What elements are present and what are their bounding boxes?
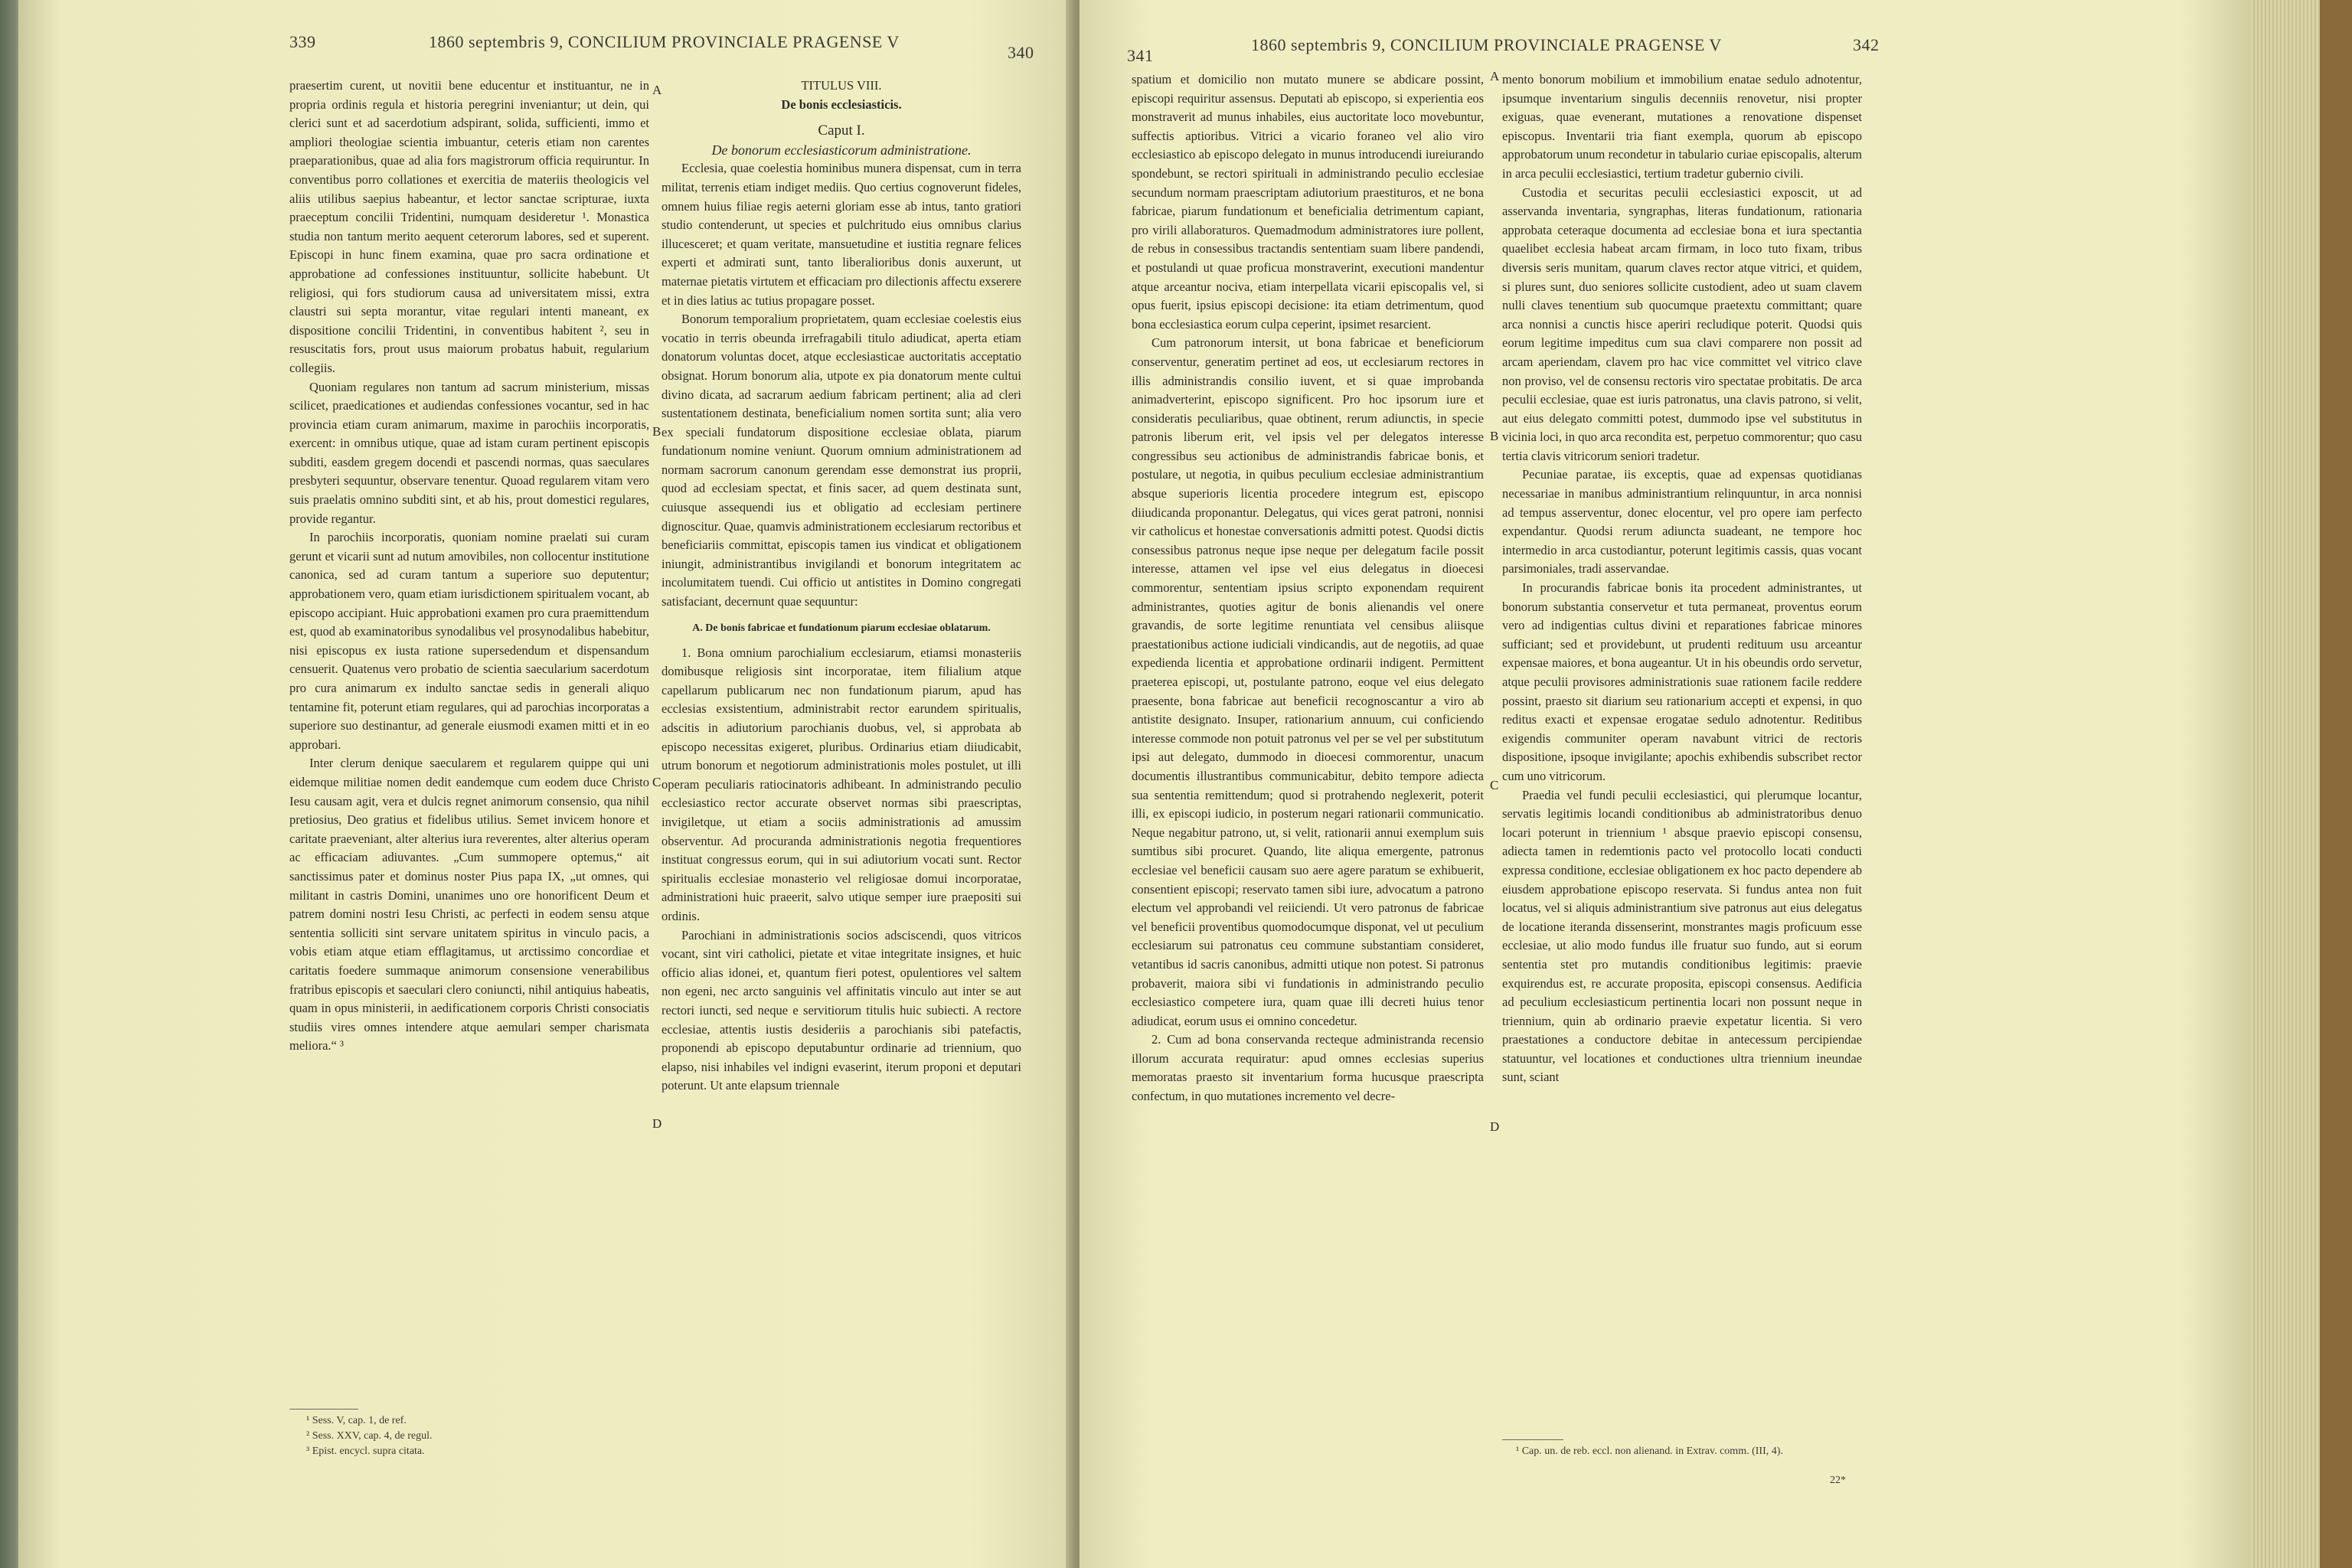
paragraph: Custodia et securitas peculii ecclesiastici exposcit, ut ad asservanda inventaria, syngraphas, literas fundationum, rationaria approbata ceteraque documenta ad ecclesiae bona et iura spectantia quaelibet ecclesia habeat arcam firmam, in loco tuto fixam, tribus diversis seris munitam, quarum claves rector atque vitrici, et quidem, si plures sunt, duo seniores sollicite custodient, adeo ut suam clavem nulli claves tenentium sub quocumque praetextu committant; quare arca nonnisi a cunctis hisce aperiri recludique poterit. Quodsi quis eorum legitime impeditus cum sua clavi comparere non possit ad arcam aperiendam, clavem pro hac vice committet vel vitrico clave non proviso, vel de consensu rectoris viro spectatae probitatis. De arca peculii ecclesiae, quae est iuris patronatus, una clavis patrono, si velit, aut eius delegato committi potest, dummodo ipse vel substitutus in vicinia loci, in quo arca recondita est, perpetuo commorentur; quo casu tertia clavis vitricorum seniori tradetur.	[1502, 185, 1862, 463]
page-number-340: 340	[1008, 43, 1034, 62]
paragraph: Bonorum temporalium proprietatem, quam ecclesiae coelestis eius vocatio in terris obeunda irrefragabili titulo adiudicat, aperta etiam donatorum voluntas docet, atque ecclesiasticae auctoritatis acceptatio obsignat. Horum bonorum alia, utpote ex pia donatorum mente cultui divino dicata, ad sacrarum aedium fabricam pertinent; alia ad cleri sustentationem destinata, beneficialium nomen sortita sunt; alia vero ex speciali fundatorum dispositione ecclesiae oblata, piarum fundationum nomine veniunt. Quorum omnium administrationem ad normam sacrorum canonum gerendam esse demonstrat ius proprii, quod ad ecclesiam spectat, et finis sacer, ad quem destinata sunt, cuiusque assequendi ius et obligatio ad ecclesiam pertinere dignoscitur. Quae, quamvis administrationem ecclesiarum rectoribus et beneficiariis committat, episcopis tamen ius vindicat et obligationem iniungit, administrantibus invigilandi et bonorum integritatem ac incolumitatem tuendi. Cui officio ut antistites in Domino congregati satisfaciant, decernunt quae sequuntur:	[662, 312, 1021, 609]
paragraph: Quoniam regulares non tantum ad sacrum ministerium, missas scilicet, praedicationes et audiendas confessiones vocantur, sed in hac provincia etiam curam animarum, maxime in parochiis incorporatis, exercent: in omnibus utique, quae ad istam curam pertinent episcopis subditi, easdem gregem docendi et pascendi normas, quas saeculares presbyteri sequuntur, observare tenentur. Quoad regularem vitam vero suis praelatis omnino subditi sint, et ab his, prout domestici regulares, provide regantur.	[289, 379, 649, 526]
margin-marker-c-right: C	[1490, 778, 1499, 792]
running-title-right: 1860 septembris 9, CONCILIUM PROVINCIALE PRAGENSE V	[1251, 35, 1722, 54]
margin-marker-c: C	[652, 775, 662, 789]
margin-marker-d-right: D	[1490, 1119, 1500, 1134]
page-number-339: 339	[289, 32, 316, 51]
paragraph: Praedia vel fundi peculii ecclesiastici, qui plerumque locantur, servatis legitimis locandi conditionibus ab administratoribus denuo locari poterunt in triennium ¹ absque praevio episcopi consensu, adiecta tamen in redemtionis pacto vel protocollo locati conducti expressa conditione, ecclesiae obligationem ex hoc pacto dependere ab eiusdem approbatione episcopo reservata. Si fundus antea non fuit locatus, vel si aliquis administrantium sive patronus aut eius delegatus de locatione iteranda dissenserint, monstrantes magis proficuum esse ecclesiae, ut alio modo fundus ille fruatur suo fundo, aut si eorum sententia stet pro mutandis conditionibus legitimis: praevie exquirendus est, re accurate proposita, episcopi consensus. Aedificia ad peculium ecclesiasticum pertinentia locari non possunt neque in triennium, quin ab ordinario praevie expetatur licentia. Si vero praestationes a conductore debitae in antecessum percipiendae statuuntur, vel locationes et conductiones ultra triennium ineundae sunt, sciant	[1502, 787, 1862, 1085]
column-2	[662, 77, 1021, 1096]
titulus-subheading: De bonis ecclesiasticis.	[781, 96, 902, 112]
column-4	[1502, 70, 1862, 1087]
footnote: ¹ Sess. V, cap. 1, de ref.	[306, 1415, 407, 1426]
paragraph: Pecuniae paratae, iis exceptis, quae ad expensas quotidianas necessariae in manibus administrantium relinquuntur, in arca nonnisi ad tempus asserventur, donec elocentur, vel pro opere iam perfecto expendantur. Quodsi rerum adiuncta suadeant, ne tempore hoc intermedio in arca custodiantur, poterunt legitimis cassis, quas vocant parsimoniales, tradi asservandae.	[1502, 467, 1862, 577]
footnote: ³ Epist. encycl. supra citata.	[306, 1446, 425, 1457]
caput-heading: Caput I.	[818, 122, 865, 139]
footnote-rule-right	[1502, 1439, 1563, 1440]
paragraph: praesertim curent, ut novitii bene educentur et instituantur, ne in propria ordinis regula et historia peregrini inveniantur; ut dein, qui clerici sunt et ad sacerdotium adspirant, solida, sufficienti, immo et ampliori theologiae scientia imbuantur, ceteris etiam non carentes praeparationibus, quae ad alia fors magistrorum officia requiruntur. In conventibus porro collationes et exercitia de materiis theologicis vel aliis utilibus saepius habeantur, et lector sanctae scripturae, iuxta praeceptum concilii Tridentini, numquam desideretur ¹. Monastica studia non tantum merito aequent ceterorum labores, sed et superent. Episcopi in hunc finem examina, quae pro sacra ordinatione et approbatione ad confessiones instituuntur, sollicite habebunt. Ut religiosi, qui fors studiorum causa ad universitatem missi, extra claustri sui septa morantur, vitae regulari intenti maneant, ex dispositione concilii Tridentini, in conventibus habitent ², seu in resuscitatis fors, prout usus maiorum probatus habuit, regularium collegiis.	[289, 78, 649, 375]
footnote-right: ¹ Cap. un. de reb. eccl. non alienand. in Extrav. comm. (III, 4).	[1516, 1446, 1783, 1457]
paragraph: 2. Cum ad bona conservanda recteque administranda recensio illorum accurata requiratur: apud omnes ecclesias superius memoratas praesto sit inventarium forma hucusque praescripta confectum, in quo mutationes incremento vel decre-	[1132, 1032, 1484, 1104]
paragraph: In procurandis fabricae bonis ita procedent administrantes, ut bonorum substantia conservetur et tuta permaneat, proventus eorum vero ad indigentias cultus divini et reparationes fabricae minores sufficiant; sed et providebunt, ut prudenti redituum usu arceantur expensae maiores, et bona augeantur. Ut in his obeundis ordo servetur, atque peculii provisores administrationis suae rationem facile reddere possint, praesto sit diarium seu rationarium accepti et expensi, in quo reditus exacti et expensae erogatae sedulo adnotentur. Reditibus exigendis communiter operam navabunt vitrici de rectoris dispositione, ipsoque invigilante; apochis exhibendis subscribet rector cum uno vitricorum.	[1502, 580, 1862, 783]
column-3	[1132, 70, 1484, 1106]
margin-marker-a: A	[652, 83, 662, 97]
page-number-342: 342	[1853, 35, 1880, 54]
signature-mark: 22*	[1830, 1475, 1846, 1486]
paragraph: Cum patronorum intersit, ut bona fabricae et beneficiorum conserventur, generatim pertinet ad eos, ut ecclesiarum rectores in illis administrandis consilio iuvent, et si quae improbanda animadverterint, episcopo significent. Pro hoc ipsorum iure et consideratis peculiaribus, quae obtinent, rerum adiunctis, in specie patronis liberum erit, vel ipsis vel per delegatos interesse congressibus seu actionibus de administrandis fabricae bonis, et postulare, ut negotia, in quibus peculium ecclesiae administrantium absque superioris licentia procedere integrum est, episcopo diiudicanda proponantur. Delegatus, qui vices gerat patroni, nonnisi vir catholicus et honestae conversationis admitti potest. Quodsi dictis consessibus patronus neque ipse neque per delegatum facile possit interesse, attamen vel ipse vel eius delegatus in dioecesi commorentur, sententiam ipsius scripto exponendam requirent administrantes, quoties agitur de bonis alienandis vel onere gravandis, de sorte legitime renuntiata vel censibus aliisque praestationibus actione iudiciali vindicandis, aut de negotiis, ad quae expedienda licentia et approbatione ordinarii indigent. Permittent praeterea episcopi, ut, postulante patrono, eoque vel eius delegato praesente, bona fabricae aut beneficii recognoscantur a viro ab antistite designato. Insuper, rationarium annuum, cui conficiendo interesse commode non potuit patronus vel per se vel per substitutum ipsi aut delegato, dummodo in dioecesi commorentur, unacum documentis illustrantibus communicabitur, debito tempore adiecta sua sententia remittendum; quod si protrahendo neglexerit, poterit illi, ex episcopi iudicio, in posterum negari rationarii communicatio. Neque negabitur patrono, ut, si velit, rationarii annui exemplum suis sumtibus sibi procuret. Quando, lite aliqua emergente, patronus ecclesiae vel beneficii causam suo aere agere paratum se exhibuerit, consentient episcopi; reservato tamen sibi iure, advocatum a patrono electum vel approbandi vel reiiciendi. Ut vero patronus de fabricae vel beneficii proventibus quomodocumque disponat, vel ut peculium ecclesiarum sui patronatus ceu commune substantiam consideret, vetantibus id sacris canonibus, admitti utique non potest. Si patronus probaverit, maiora sibi vi fundationis in administrando peculio ecclesiastico competere iura, quam quae illi decreti huius tenor adiudicat, eorum usus ei omnino concedetur.	[1132, 335, 1484, 1028]
paragraph: Parochiani in administrationis socios adsciscendi, quos vitricos vocant, sint viri catholici, pietate et vitae integritate insignes, et huic officio alias idonei, et, quantum fieri potest, opulentiores vel saltem non egeni, nec arcto sanguinis vel affinitatis vinculo aut inter se aut rectori iuncti, sed neque e servitiorum titulis huic subiecti. A rectore ecclesiae, attentis iustis desideriis a parochianis sibi patefactis, proponendi ab episcopo deputabuntur ordinarie ad triennium, quo elapso, nisi inhabiles vel indigni evaserint, iterum proponi et deputari poterunt. Ut ante elapsum triennale	[662, 927, 1021, 1093]
paragraph: spatium et domicilio non mutato munere se abdicare possint, episcopi requiritur assensus. Deputati ab episcopo, si experientia eos monstraverit ad munus inhabiles, eius auctoritate loco movebuntur, suffectis aptioribus. Vitrici a vicario foraneo vel alio viro ecclesiastico ab episcopo delegato in munus introducendi iureiurando spondebunt, se rectori spirituali in administrando peculio ecclesiae secundum normam praescriptam adiutorium praestituros, et ne bona fabricae, piarum fundationum et beneficialia detrimentum capiant, pro virili allaboraturos. Quemadmodum administratores iure pollent, de rebus in consessibus tractandis sententiam suam libere pandendi, et postulandi ut quae proficua monstraverint, executioni mandentur atque arceantur nociva, etiam interpellata vicarii episcopalis vel, si opus fuerit, ipsius episcopi decisione: ita etiam detrimentum, quod bona ecclesiastica eorum culpa ceperint, ipsimet resarcient.	[1132, 72, 1484, 332]
paragraph: Ecclesia, quae coelestia hominibus munera dispensat, cum in terra militat, terrenis etiam indiget mediis. Quo certius cognoverunt fideles, omnem huius filiae regis aeterni gloriam esse ab intus, tanto gratiori studio contenderunt, ut species et pulchritudo eius omnibus clarius illucesceret; et quam veritate, mansuetudine et iustitia regnare felices experti et admirati sunt, tanto liberalioribus donis auxerunt, ut maternae pietatis virtutem et efficaciam pro dilectionis affectu exserere et in dies latius ac tutius propagare posset.	[662, 161, 1021, 308]
footnotes-left	[306, 1413, 433, 1459]
paragraph: In parochiis incorporatis, quoniam nomine praelati sui curam gerunt et vicarii sunt ad nutum amovibiles, non collocentur institutione canonica, sed ad curam tantum a superiore suo deputentur; approbationem vero, quam etiam iurisdictionem spiritualem vocant, ab episcopo accipiant. Huic approbationi examen pro cura praemittendum est, quod ab examinatoribus synodalibus vel prosynodalibus habebitur, nisi episcopus ex iusta ratione supersedendum et dispensandum censuerit. Quatenus vero probatio de scientia saecularium sacerdotum pro cura animarum ex indulto sanctae sedis in generali aliquo tentamine fit, poterunt etiam regulares, qui ad parochias incorporatas a superiore suo destinantur, ad generale eiusmodi examen mitti et in eo approbari.	[289, 530, 649, 752]
margin-marker-a-right: A	[1490, 69, 1500, 83]
paragraph: Inter clerum denique saecularem et regularem quippe qui uni eidemque militiae nomen dedit eandemque cum eodem duce Christo Iesu causam agit, vera et dulcis regnet animorum consensio, qua nihil pretiosius, Deo gratius et fidelibus utilius. Semet invicem honore et caritate praeveniant, alter alterius iura reverentes, alter alterius operam ac efficaciam adiuvantes. „Cum summopere optemus,“ ait sanctissimus pater et dominus noster Pius papa IX, „ut omnes, qui militant in castris Domini, unanimes uno ore honorificent Deum et patrem domini nostri Iesu Christi, ac perfecti in eodem sensu atque sententia solliciti sint servare unitatem spiritus in vinculo pacis, a vobis etiam atque etiam efflagitamus, ut arctissimo concordiae et caritatis foedere summaque animorum consensione venerabilibus fratribus episcopis et saeculari clero coniuncti, nihil antiquius habeatis, quam in opus ministerii, in aedificationem corporis Christi consociatis studiis vires omnes intendere atque aemulari semper charismata meliora.“ ³	[289, 756, 649, 1054]
column-1	[289, 77, 649, 1056]
paragraph: mento bonorum mobilium et immobilium enatae sedulo adnotentur, ipsumque inventarium singulis decenniis renovetur, nisi propter exiguas, quae evenerant, mutationes a renovatione dispenset episcopus. Inventarii tria fiant exempla, quorum ab episcopo approbatorum unum recondetur in tabulario curiae episcopalis, alterum in arca peculii ecclesiastici, tertium tradetur gubernio civili.	[1502, 72, 1862, 181]
footnote-rule	[289, 1409, 358, 1410]
book-cover-edge	[2320, 0, 2352, 1568]
page-number-341: 341	[1127, 46, 1154, 65]
margin-marker-d: D	[652, 1116, 662, 1131]
margin-marker-b-right: B	[1490, 429, 1499, 443]
paragraph: 1. Bona omnium parochialium ecclesiarum, etiamsi monasteriis domibusque religiosis sint incorporatae, item filialium atque capellarum publicarum nec non fundationum piarum, apud has ecclesias exsistentium, administrabit rector earundem spiritualis, adscitis in adiutorium parochianis duobus, vel, si approbata ab episcopo necessitas exigeret, pluribus. Ordinarius etiam diiudicabit, utrum bonorum et negotiorum administrationis moles postulet, ut illi operam peculiaris ratiocinatoris adhibeant. In administrando peculio ecclesiastico rector accurate observet normas sibi praescriptas, invigiletque, ut etiam a sociis administrationis ad amussim observentur. Ad procuranda administrationis negotia frequentiores instituat congressus eorum, qui in sui adiutorium vocati sunt. Rector spiritualis ecclesiae monasterio vel religiosae domui incorporatae, administrationi huic praeerit, salvo utique semper iure praepositi sui ordinis.	[662, 645, 1021, 923]
section-heading: A. De bonis fabricae et fundationum piarum ecclesiae oblatarum.	[692, 622, 991, 634]
footnote: ² Sess. XXV, cap. 4, de regul.	[306, 1430, 433, 1442]
titulus-heading: TITULUS VIII.	[801, 78, 882, 93]
caput-subheading: De bonorum ecclesiasticorum administratione.	[711, 142, 972, 158]
running-title-left: 1860 septembris 9, CONCILIUM PROVINCIALE PRAGENSE V	[429, 32, 900, 51]
margin-marker-b: B	[652, 424, 662, 439]
